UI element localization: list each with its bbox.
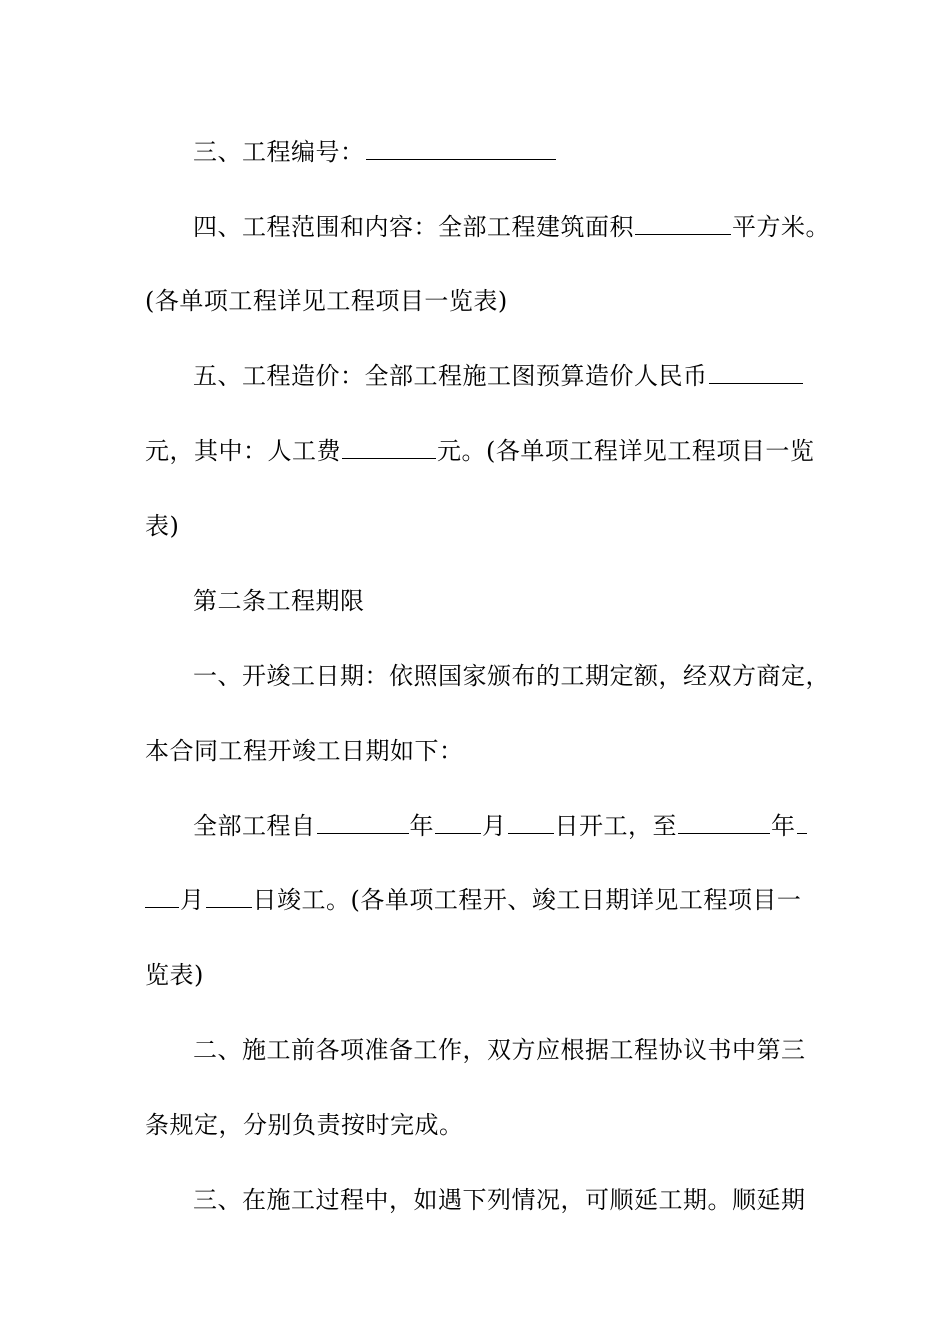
paragraph-extension-conditions — [193, 1185, 806, 1215]
paragraph-dates-note-end — [145, 960, 204, 990]
text-segment: 年 — [409, 812, 434, 840]
paragraph-scope-note — [145, 286, 508, 316]
paragraph-preparation-work-cont — [145, 1110, 464, 1140]
text-segment: 月 — [180, 886, 205, 914]
fill-blank — [145, 885, 179, 908]
paragraph-date-range — [193, 811, 808, 841]
text-segment: 年 — [771, 812, 796, 840]
text-segment: 月 — [482, 812, 507, 840]
text-segment: 一、开竣工日期：依照国家颁布的工期定额，经双方商定， — [193, 662, 830, 690]
text-segment: 三、工程编号： — [193, 138, 365, 166]
fill-blank — [508, 811, 554, 834]
text-segment: 览表) — [145, 961, 204, 989]
text-segment: 二、施工前各项准备工作，双方应根据工程协议书中第三 — [193, 1036, 806, 1064]
text-segment: 五、工程造价：全部工程施工图预算造价人民币 — [193, 362, 708, 390]
fill-blank — [709, 361, 803, 384]
section-heading-project-term — [193, 586, 365, 616]
fill-blank — [317, 811, 409, 834]
text-segment: 条规定，分别负责按时完成。 — [145, 1111, 464, 1139]
paragraph-dates-intro — [145, 736, 464, 766]
fill-blank — [342, 436, 436, 459]
paragraph-cost-note-end — [145, 511, 179, 541]
text-segment: 表) — [145, 512, 180, 540]
text-segment: 日开工，至 — [554, 812, 677, 840]
text-segment: 三、在施工过程中，如遇下列情况，可顺延工期。顺延期 — [193, 1186, 806, 1214]
paragraph-project-scope — [193, 212, 830, 242]
text-segment: (各单项工程详见工程项目一览表) — [145, 287, 508, 315]
fill-blank — [435, 811, 481, 834]
fill-blank — [678, 811, 770, 834]
text-segment: 日竣工。(各单项工程开、竣工日期详见工程项目一 — [252, 886, 802, 914]
text-segment: 四、工程范围和内容：全部工程建筑面积 — [193, 213, 634, 241]
text-segment: 第二条工程期限 — [193, 587, 365, 615]
paragraph-start-finish-dates — [193, 661, 830, 691]
paragraph-labor-cost — [145, 436, 814, 466]
paragraph-completion-date — [145, 885, 801, 915]
paragraph-project-cost — [193, 361, 804, 391]
fill-blank — [206, 885, 252, 908]
paragraph-preparation-work — [193, 1035, 806, 1065]
text-segment: 元，其中：人工费 — [145, 437, 341, 465]
text-segment: 元。(各单项工程详见工程项目一览 — [437, 437, 815, 465]
text-segment: 本合同工程开竣工日期如下： — [145, 737, 464, 765]
text-segment: 平方米。 — [732, 213, 830, 241]
fill-blank — [797, 811, 807, 834]
text-segment: 全部工程自 — [193, 812, 316, 840]
fill-blank — [366, 137, 556, 160]
fill-blank — [635, 212, 731, 235]
paragraph-project-number — [193, 137, 557, 167]
